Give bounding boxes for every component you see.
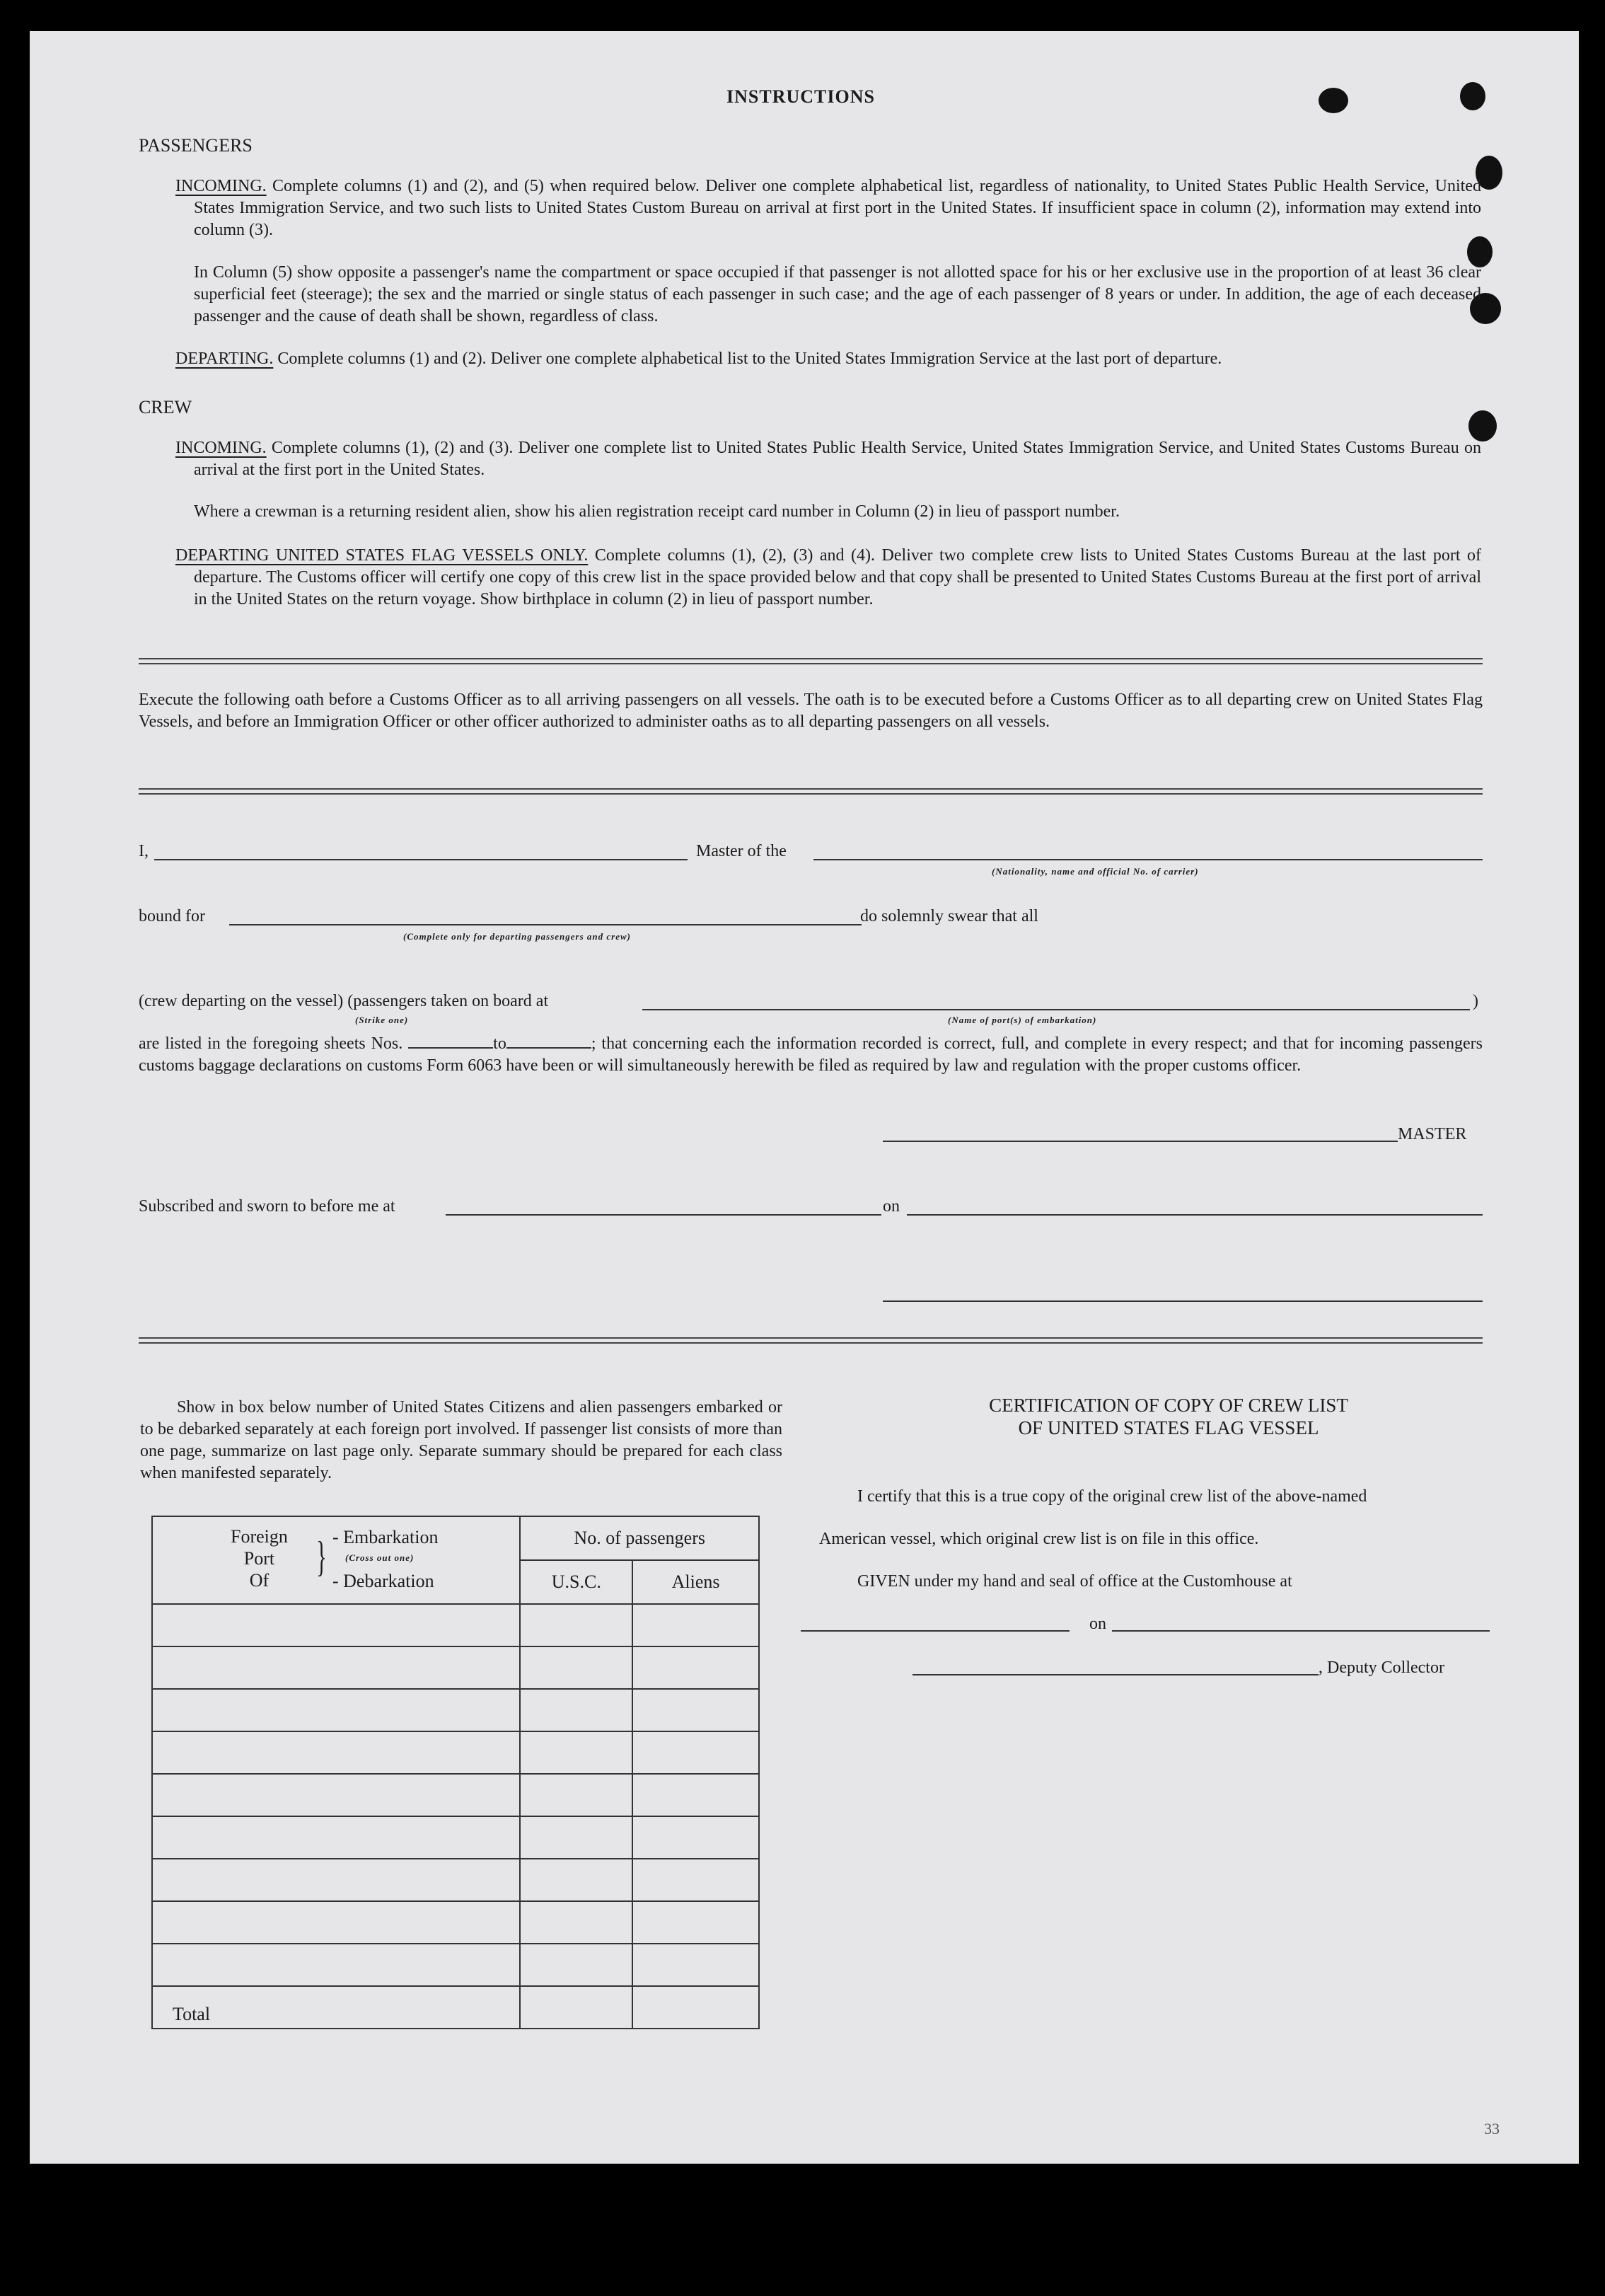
port-cell[interactable] bbox=[152, 1689, 520, 1731]
usc-total-cell[interactable] bbox=[520, 1986, 632, 2029]
usc-cell[interactable] bbox=[520, 1901, 632, 1944]
aliens-cell[interactable] bbox=[632, 1604, 759, 1646]
deputy-label: , Deputy Collector bbox=[1319, 1658, 1444, 1677]
officer-signature-line[interactable] bbox=[883, 1300, 1483, 1302]
sheet-from-field[interactable] bbox=[408, 1047, 493, 1049]
crew-incoming-label: INCOMING. bbox=[175, 439, 267, 457]
passengers-column5-paragraph: In Column (5) show opposite a passenger's name the compartment or space occupied if that passenger is not allotted space for his or her exclusive use in the proportion of at least 36 clear superficial feet (steerage); the sex and the married or single status of each passenger in such case; and the age of each passenger of 8 years or under. In addition, the age of each deceased passenger and the cause of death shall be shown, regardless of class. bbox=[194, 263, 1481, 325]
punch-hole bbox=[1460, 82, 1485, 110]
crew-departing-label: DEPARTING UNITED STATES FLAG VESSELS ONLY. bbox=[175, 546, 589, 565]
nationality-hint: (Nationality, name and official No. of carrier) bbox=[992, 866, 1199, 877]
crew-resident-paragraph: Where a crewman is a returning resident alien, show his alien registration receipt card number in Column (2) in lieu of passport number. bbox=[194, 502, 1120, 521]
col-embark: - Embarkation bbox=[332, 1527, 439, 1547]
usc-cell[interactable] bbox=[520, 1689, 632, 1731]
total-row bbox=[152, 1986, 759, 2029]
oath-i-label: I, bbox=[139, 842, 149, 860]
total-label: Total bbox=[152, 1986, 520, 2029]
aliens-cell[interactable] bbox=[632, 1859, 759, 1901]
port-cell[interactable] bbox=[152, 1731, 520, 1774]
aliens-cell[interactable] bbox=[632, 1689, 759, 1731]
listed-prefix: are listed in the foregoing sheets Nos. bbox=[139, 1034, 403, 1053]
master-signature-line[interactable] bbox=[883, 1141, 1398, 1142]
usc-cell[interactable] bbox=[520, 1859, 632, 1901]
form-page bbox=[30, 31, 1579, 2164]
table-row bbox=[152, 1604, 759, 1646]
master-of-label: Master of the bbox=[696, 842, 787, 860]
port-cell[interactable] bbox=[152, 1901, 520, 1944]
table-row bbox=[152, 1731, 759, 1774]
customhouse-line[interactable] bbox=[801, 1630, 1070, 1632]
usc-cell[interactable] bbox=[520, 1944, 632, 1986]
sworn-date-line[interactable] bbox=[907, 1214, 1483, 1216]
sheet-to-field[interactable] bbox=[506, 1047, 591, 1049]
passengers-departing-text: Complete columns (1) and (2). Deliver one complete alphabetical list to the United States Immigration Service at the last port of departure. bbox=[277, 350, 1222, 368]
port-cell[interactable] bbox=[152, 1816, 520, 1859]
crew-departing-paragraph bbox=[175, 545, 1481, 611]
section-divider bbox=[139, 658, 1483, 664]
table-row bbox=[152, 1774, 759, 1816]
table-row bbox=[152, 1901, 759, 1944]
section-divider bbox=[139, 788, 1483, 795]
port-header-cell bbox=[152, 1516, 520, 1604]
listed-rest: ; that concerning each the information recorded is correct, full, and complete in every respect; and that for incoming passengers customs baggage declarations on customs Form 6063 have been or will simultaneously herewith be filed as required by law and regulation with the proper customs officer. bbox=[139, 1034, 1483, 1075]
aliens-cell[interactable] bbox=[632, 1774, 759, 1816]
passengers-heading: PASSENGERS bbox=[139, 135, 253, 156]
passengers-incoming-text: Complete columns (1) and (2), and (5) when required below. Deliver one complete alphabetical list, regardless of nationality, to United States Public Health Service, United States Immigration Service, and two such lists to United States Custom Bureau on arrival at first port in the United States. If insufficient space in column (2), information may extend into column (3). bbox=[194, 177, 1482, 239]
crew-departing-text: Complete columns (1), (2), (3) and (4). Deliver two complete crew lists to United States Customs Bureau at the last port of departure. The Customs officer will certify one copy of this crew list in the space provided below and that copy shall be presented to United States Customs Bureau at the first port of arrival in the United States on the return voyage. Show birthplace in column (2) in lieu of passport number. bbox=[194, 546, 1481, 608]
crew-departing-text: (crew departing on the vessel) (passengers taken on board at bbox=[139, 992, 549, 1010]
certification-title-line2: OF UNITED STATES FLAG VESSEL bbox=[1018, 1417, 1319, 1438]
col-debark: - Debarkation bbox=[332, 1571, 434, 1591]
usc-cell[interactable] bbox=[520, 1816, 632, 1859]
cert-date-line[interactable] bbox=[1112, 1630, 1490, 1632]
master-name-line[interactable] bbox=[154, 859, 688, 860]
aliens-total-cell[interactable] bbox=[632, 1986, 759, 2029]
swear-text: do solemnly swear that all bbox=[860, 907, 1038, 925]
col-passengers: No. of passengers bbox=[520, 1516, 759, 1560]
passengers-incoming-label: INCOMING. bbox=[175, 177, 267, 195]
given-text: GIVEN under my hand and seal of office at the Customhouse at bbox=[857, 1572, 1292, 1591]
brace-icon: } bbox=[316, 1533, 327, 1580]
passenger-summary-table bbox=[151, 1516, 760, 2029]
port-cell[interactable] bbox=[152, 1646, 520, 1689]
passengers-departing-label: DEPARTING. bbox=[175, 350, 274, 368]
page-mark: 33 bbox=[1484, 2120, 1500, 2138]
subscribed-label: Subscribed and sworn to before me at bbox=[139, 1197, 395, 1216]
vessel-text: American vessel, which original crew list is on file in this office. bbox=[819, 1530, 1259, 1548]
port-embarkation-line[interactable] bbox=[642, 1009, 1470, 1010]
certification-title bbox=[850, 1394, 1487, 1439]
col-cross: (Cross out one) bbox=[345, 1552, 415, 1563]
usc-cell[interactable] bbox=[520, 1604, 632, 1646]
summary-instructions: Show in box below number of United States Citizens and alien passengers embarked or to be debarked separately at each foreign port involved. If passenger list consists of more than one page, summarize on last page only. Separate summary should be prepared for each class when manifested separately. bbox=[140, 1398, 782, 1482]
aliens-cell[interactable] bbox=[632, 1901, 759, 1944]
passengers-departing-paragraph bbox=[175, 348, 1481, 370]
col-aliens: Aliens bbox=[632, 1560, 759, 1604]
port-hint: (Name of port(s) of embarkation) bbox=[948, 1015, 1097, 1025]
usc-cell[interactable] bbox=[520, 1774, 632, 1816]
aliens-cell[interactable] bbox=[632, 1731, 759, 1774]
listed-paragraph bbox=[139, 1033, 1483, 1077]
carrier-line[interactable] bbox=[813, 859, 1483, 860]
master-label: MASTER bbox=[1398, 1125, 1467, 1143]
sworn-on-label: on bbox=[883, 1197, 900, 1216]
certification-title-line1: CERTIFICATION OF COPY OF CREW LIST bbox=[989, 1395, 1348, 1416]
passengers-incoming-paragraph bbox=[175, 175, 1481, 241]
usc-cell[interactable] bbox=[520, 1646, 632, 1689]
bound-for-label: bound for bbox=[139, 907, 205, 925]
section-divider bbox=[139, 1337, 1483, 1344]
col-usc: U.S.C. bbox=[520, 1560, 632, 1604]
col-port-line3: Of bbox=[249, 1570, 270, 1591]
col-port-line1: Foreign bbox=[231, 1526, 288, 1547]
crew-heading: CREW bbox=[139, 397, 192, 417]
punch-hole bbox=[1319, 88, 1348, 113]
port-cell[interactable] bbox=[152, 1859, 520, 1901]
crew-incoming-text: Complete columns (1), (2) and (3). Deliver one complete list to United States Public Health Service, United States Immigration Service, and United States Customs Bureau on arrival at the first port in the United States. bbox=[194, 439, 1482, 479]
usc-cell[interactable] bbox=[520, 1731, 632, 1774]
table-row bbox=[152, 1689, 759, 1731]
aliens-cell[interactable] bbox=[632, 1646, 759, 1689]
page-title: INSTRUCTIONS bbox=[726, 86, 875, 107]
port-cell[interactable] bbox=[152, 1604, 520, 1646]
col-port-line2: Port bbox=[243, 1548, 275, 1569]
port-cell[interactable] bbox=[152, 1944, 520, 1986]
table-row bbox=[152, 1646, 759, 1689]
table-row bbox=[152, 1944, 759, 1986]
certify-text: I certify that this is a true copy of the original crew list of the above-named bbox=[857, 1487, 1367, 1506]
listed-to: to bbox=[493, 1034, 506, 1053]
oath-intro: Execute the following oath before a Customs Officer as to all arriving passengers on all vessels. The oath is to be executed before a Customs Officer as to all departing crew on United States Flag Vessels, and before an Immigration Officer or other officer authorized to administer oaths as to all departing passengers on all vessels. bbox=[139, 691, 1483, 731]
deputy-signature-line[interactable] bbox=[912, 1674, 1319, 1675]
cert-on-label: on bbox=[1089, 1615, 1106, 1633]
aliens-cell[interactable] bbox=[632, 1816, 759, 1859]
aliens-cell[interactable] bbox=[632, 1944, 759, 1986]
strike-hint: (Strike one) bbox=[355, 1015, 409, 1025]
crew-incoming-paragraph bbox=[175, 437, 1481, 481]
close-paren: ) bbox=[1473, 992, 1478, 1010]
table-row bbox=[152, 1859, 759, 1901]
sworn-place-line[interactable] bbox=[446, 1214, 881, 1216]
bound-for-line[interactable] bbox=[229, 924, 862, 925]
port-cell[interactable] bbox=[152, 1774, 520, 1816]
table-row bbox=[152, 1816, 759, 1859]
departing-hint: (Complete only for departing passengers and crew) bbox=[403, 931, 631, 942]
